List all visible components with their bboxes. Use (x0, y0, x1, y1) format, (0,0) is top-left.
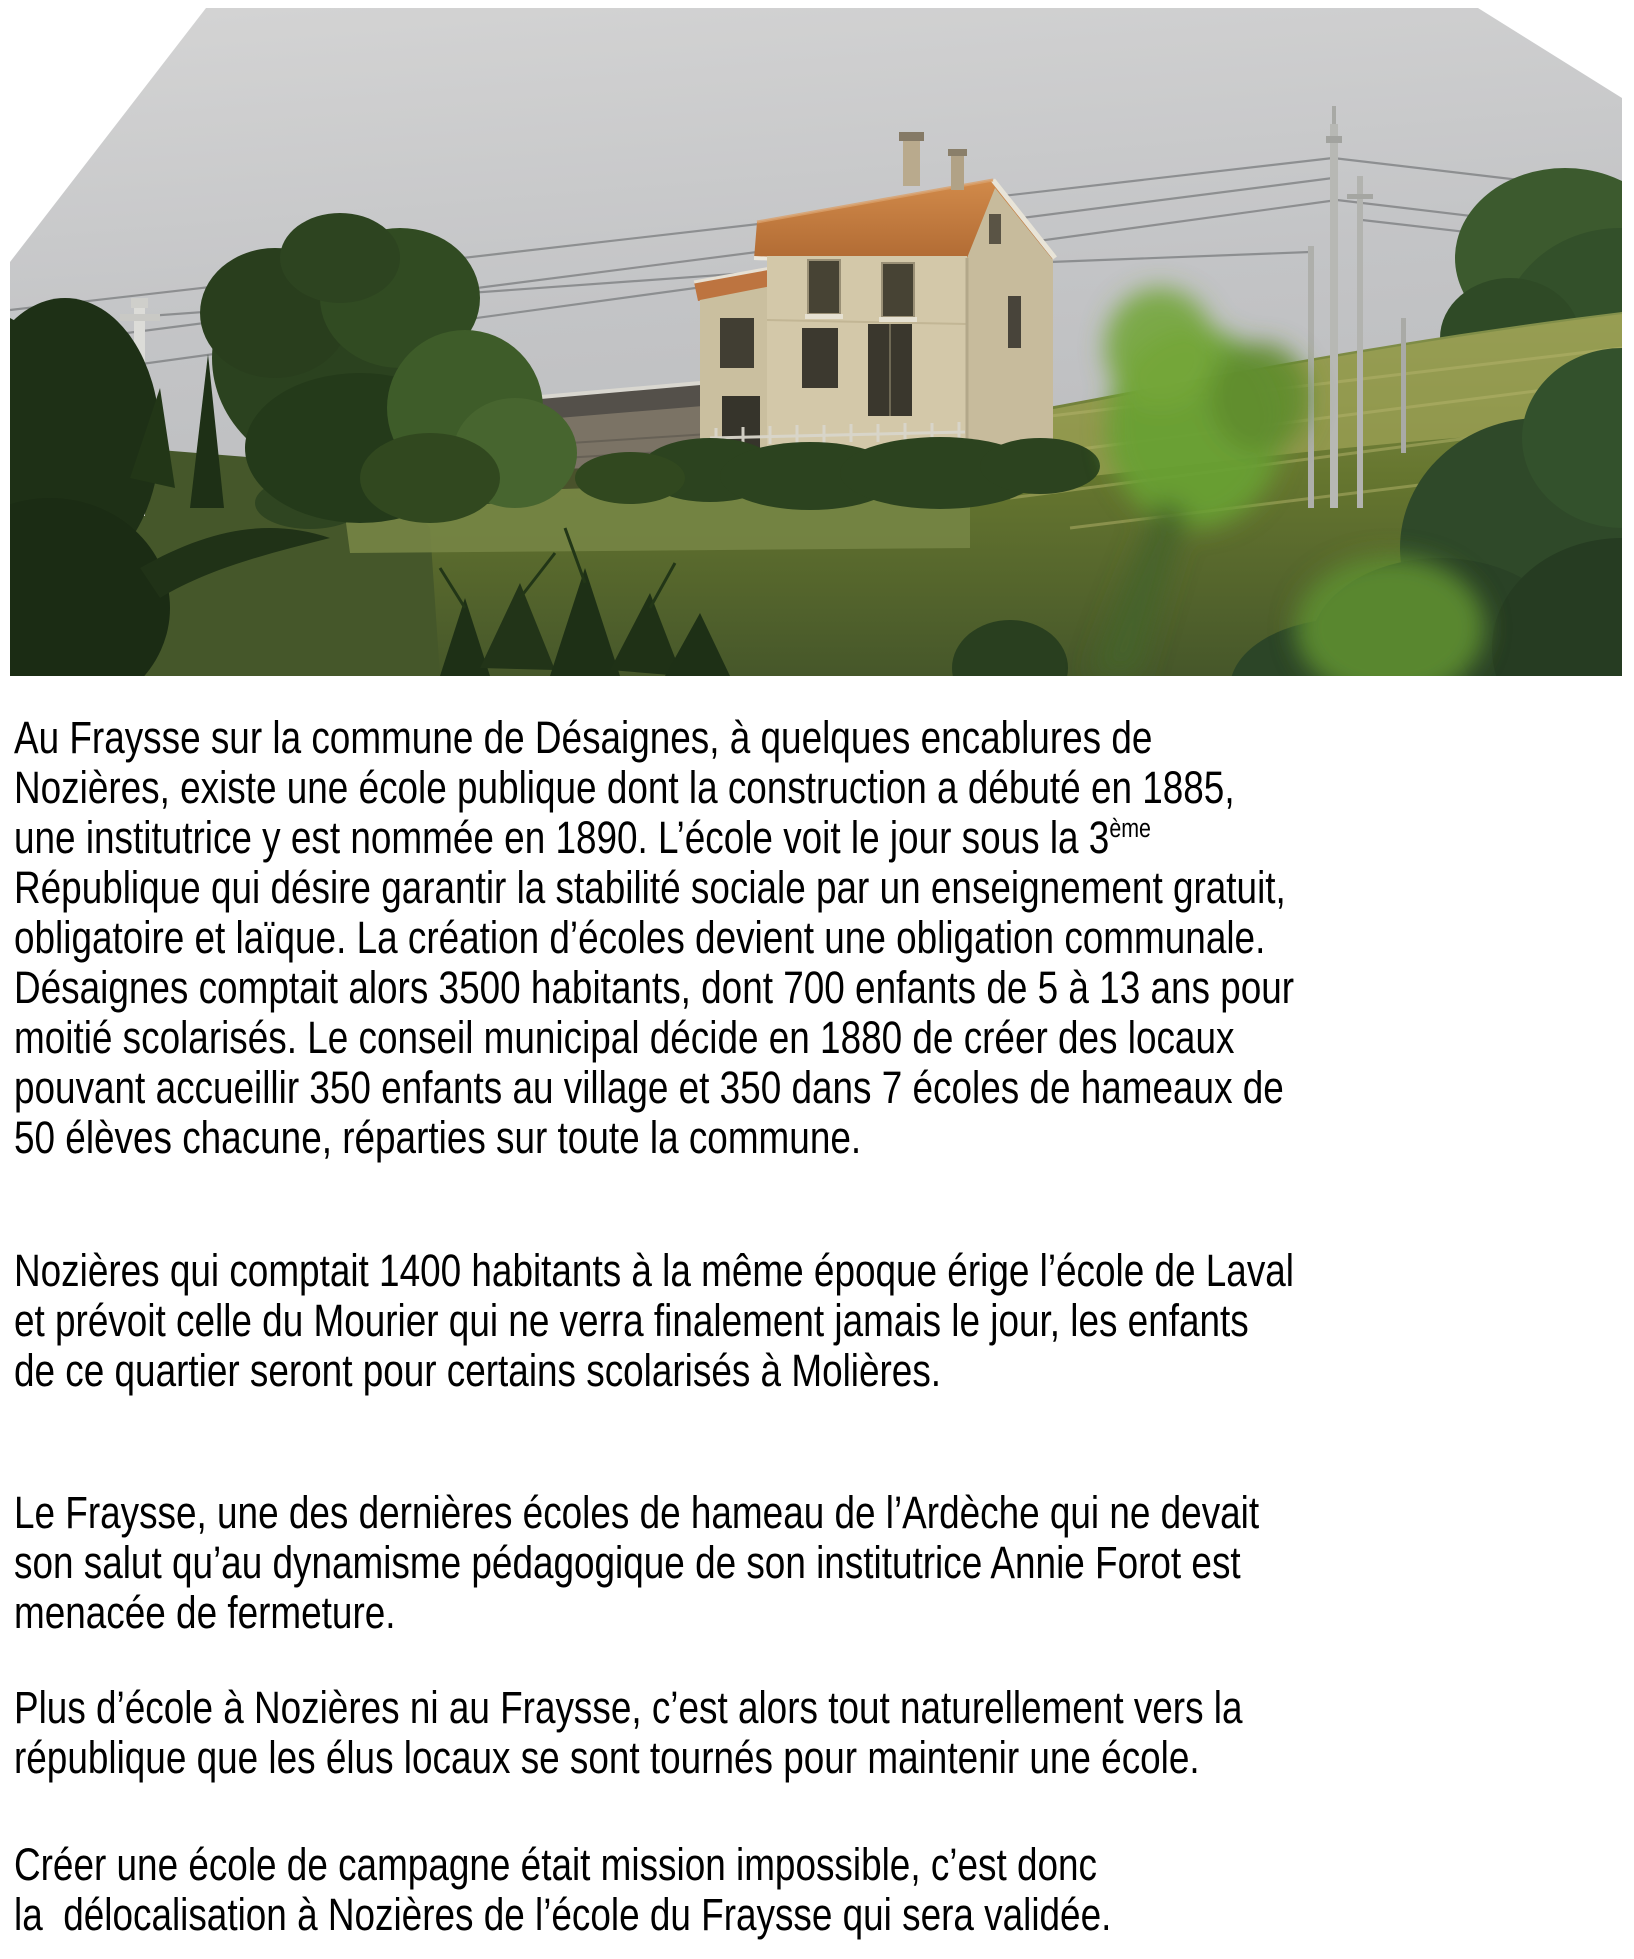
text-line: moitié scolarisés. Le conseil municipal décide en 1880 de créer des locaux (14, 1012, 1235, 1063)
text-line: une institutrice y est nommée en 1890. L’école voit le jour sous la 3ème (14, 812, 1151, 863)
text-line: République qui désire garantir la stabilité sociale par un enseignement gratuit, (14, 862, 1286, 913)
text-line: la délocalisation à Nozières de l’école du Fraysse qui sera validée. (14, 1889, 1112, 1940)
text-line: Au Fraysse sur la commune de Désaignes, à quelques encablures de (14, 712, 1153, 763)
text-line: Créer une école de campagne était mission impossible, c’est donc (14, 1839, 1097, 1890)
text-line: obligatoire et laïque. La création d’écoles devient une obligation communale. (14, 912, 1266, 963)
text-line: menacée de fermeture. (14, 1587, 396, 1638)
article-paragraph (14, 713, 1634, 1163)
text-line: et prévoit celle du Mourier qui ne verra finalement jamais le jour, les enfants (14, 1295, 1249, 1346)
text-line: 50 élèves chacune, réparties sur toute la commune. (14, 1112, 862, 1163)
text-line: Plus d’école à Nozières ni au Fraysse, c’est alors tout naturellement vers la (14, 1682, 1243, 1733)
text-line: pouvant accueillir 350 enfants au village et 350 dans 7 écoles de hameaux de (14, 1062, 1284, 1113)
photo-illustration (10, 8, 1622, 676)
article-paragraph (14, 1840, 1634, 1940)
text-line: Nozières qui comptait 1400 habitants à la même époque érige l’école de Laval (14, 1245, 1294, 1296)
article-paragraph (14, 1488, 1634, 1638)
text-line: Nozières, existe une école publique dont la construction a débuté en 1885, (14, 762, 1235, 813)
text-line: de ce quartier seront pour certains scolarisés à Molières. (14, 1345, 942, 1396)
article-paragraph (14, 1683, 1634, 1783)
text-line: Le Fraysse, une des dernières écoles de hameau de l’Ardèche qui ne devait (14, 1487, 1260, 1538)
text-line: son salut qu’au dynamisme pédagogique de son institutrice Annie Forot est (14, 1537, 1241, 1588)
text-line: Désaignes comptait alors 3500 habitants, dont 700 enfants de 5 à 13 ans pour (14, 962, 1295, 1013)
article (14, 713, 1634, 1940)
text-line: république que les élus locaux se sont tournés pour maintenir une école. (14, 1732, 1200, 1783)
article-paragraph (14, 1246, 1634, 1396)
article-photo (10, 8, 1622, 676)
